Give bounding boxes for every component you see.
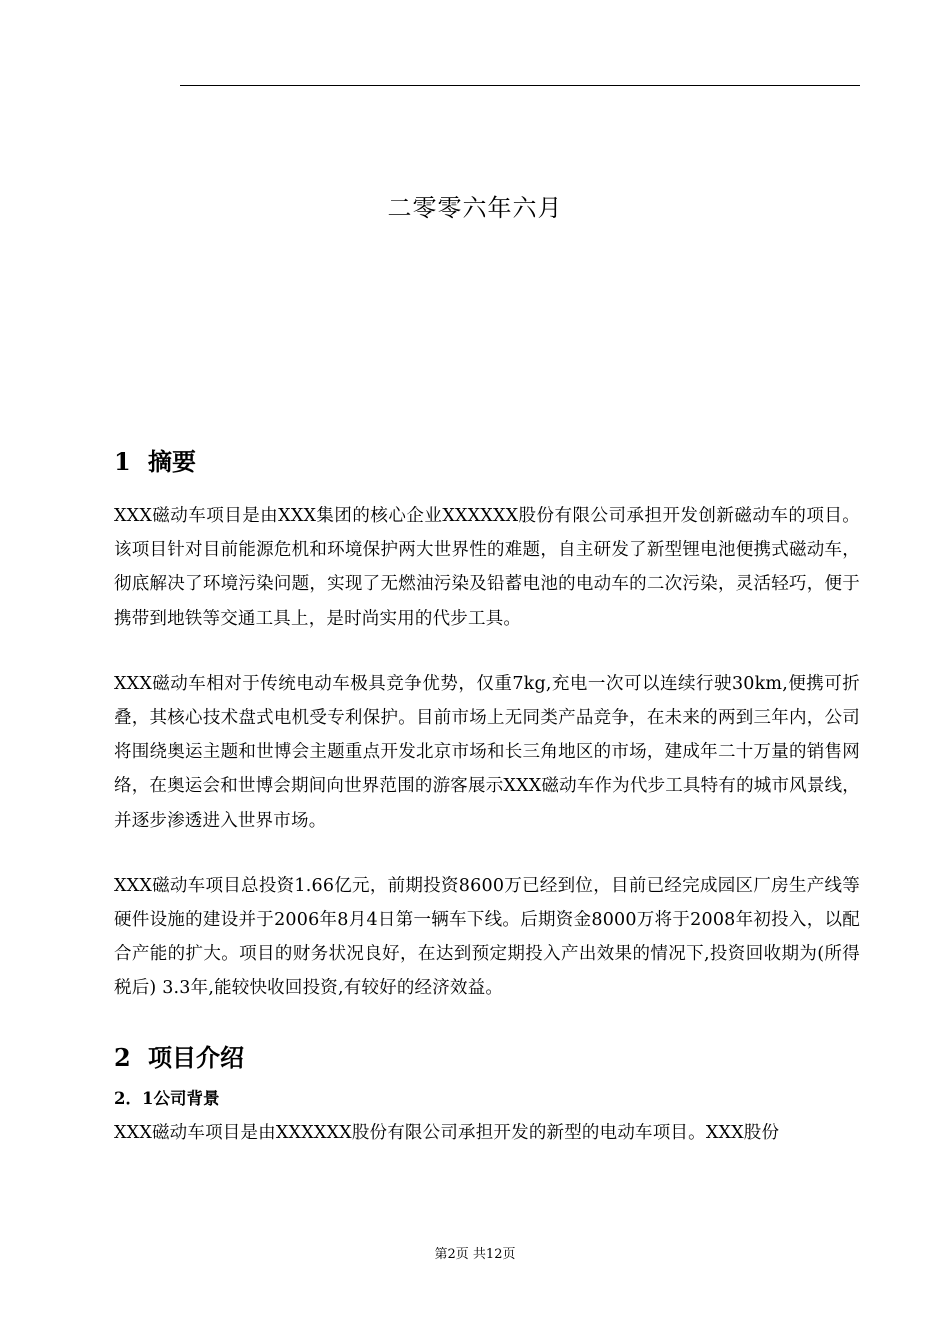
document-body bbox=[114, 440, 860, 1150]
section-number: 2 bbox=[114, 1042, 131, 1072]
header-rule bbox=[180, 85, 860, 86]
summary-paragraph-2: XXX磁动车相对于传统电动车极具竞争优势，仅重7kg,充电一次可以连续行驶30km,便携可折叠，其核心技术盘式电机受专利保护。目前市场上无同类产品竞争，在未来的两到三年内，公司将围绕奥运主题和世博会主题重点开发北京市场和长三角地区的市场，建成年二十万量的销售网络，在奥运会和世博会期间向世界范围的游客展示XXX磁动车作为代步工具特有的城市风景线，并逐步渗透进入世界市场。 bbox=[114, 673, 860, 831]
subsection-heading-company-background: 2．1公司背景 bbox=[114, 1088, 220, 1108]
section-number: 1 bbox=[114, 447, 131, 476]
section-title: 项目介绍 bbox=[148, 1042, 244, 1072]
section-heading-project-intro bbox=[114, 1036, 860, 1080]
summary-paragraph-1: XXX磁动车项目是由XXX集团的核心企业XXXXXX股份有限公司承担开发创新磁动车的项目。该项目针对目前能源危机和环境保护两大世界性的难题，自主研发了新型锂电池便携式磁动车，彻底解决了环境污染问题，实现了无燃油污染及铅蓄电池的电动车的二次污染，灵活轻巧，便于携带到地铁等交通工具上，是时尚实用的代步工具。 bbox=[114, 506, 860, 629]
date-line: 二零零六年六月 bbox=[387, 194, 563, 222]
page-footer: 第2页 共12页 bbox=[434, 1247, 516, 1262]
section-title: 摘要 bbox=[148, 447, 196, 476]
section-heading-summary bbox=[114, 440, 860, 484]
summary-paragraph-3: XXX磁动车项目总投资1.66亿元，前期投资8600万已经到位，目前已经完成园区厂房生产线等硬件设施的建设并于2006年8月4日第一辆车下线。后期资金8000万将于2008年初投入，以配合产能的扩大。项目的财务状况良好，在达到预定期投入产出效果的情况下,投资回收期为(所得税后) 3.3年,能较快收回投资,有较好的经济效益。 bbox=[114, 875, 860, 999]
company-background-paragraph: XXX磁动车项目是由XXXXXX股份有限公司承担开发的新型的电动车项目。XXX股份 bbox=[114, 1122, 780, 1143]
